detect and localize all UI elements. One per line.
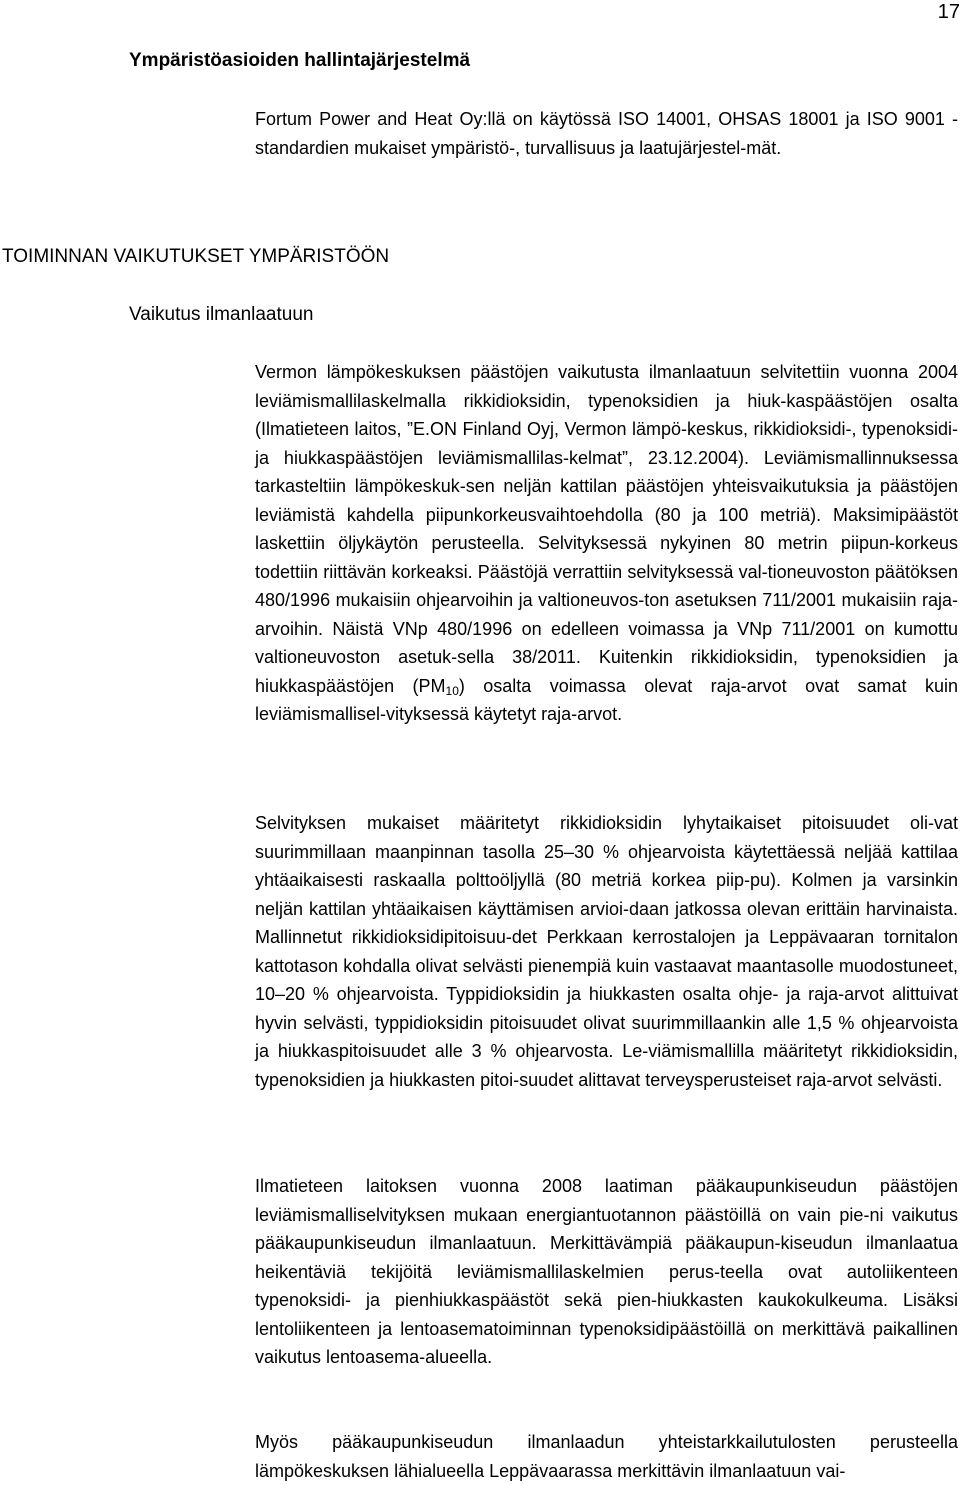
air-quality-paragraph-2: Selvityksen mukaiset määritetyt rikkidioksidin lyhytaikaiset pitoisuudet oli-vat suurimmillaan maanpinnan tasolla 25–30 % ohjearvoista käytettäessä neljää kattilaa yhtäaikaisesti raskaalla polttoöljyllä (80 metriä korkea piip-pu). Kolmen ja varsinkin neljän kattilan yhtäaikaisen käyttämisen arvioi-daan jatkossa olevan erittäin harvinaista. Mallinnetut rikkidioksidipitoisuu-det Perkkaan kerrostalojen ja Leppävaaran tornitalon kattotason kohdalla olivat selvästi pienempiä kuin vastaavat maantasolle muodostuneet, 10–20 % ohjearvoista. Typpidioksidin ja hiukkasten osalta ohje- ja raja-arvot alittuivat hyvin selvästi, typpidioksidin pitoisuudet olivat suurimmillaankin alle 1,5 % ohjearvoista ja hiukkaspitoisuudet alle 3 % ohjearvosta. Le-viämismallilla määritetyt rikkidioksidin, typenoksidien ja hiukkasten pitoi-suudet alittavat terveysperusteiset raja-arvot selvästi. bbox=[255, 813, 958, 1090]
page-number: 17 bbox=[937, 1, 960, 23]
pm10-subscript: 10 bbox=[445, 683, 459, 698]
air-quality-paragraph-1 bbox=[255, 358, 958, 729]
air-quality-paragraph-3: Ilmatieteen laitoksen vuonna 2008 laatiman pääkaupunkiseudun päästöjen leviämismalliselvityksen mukaan energiantuotannon päästöillä on vain pie-ni vaikutus pääkaupunkiseudun ilmanlaatuun. Merkittävämpiä pääkaupun-kiseudun ilmanlaatua heikentäviä tekijöitä leviämismallilaskelmien perus-teella ovat autoliikenteen typenoksidi- ja pienhiukkaspäästöt sekä pien-hiukkasten kaukokulkeuma. Lisäksi lentoliikenteen ja lentoasematoiminnan typenoksidipäästöillä on merkittävä paikallinen vaikutus lentoasema-alueella. bbox=[255, 1176, 958, 1367]
paragraph-1-tail: ) osalta voimassa olevat raja-arvot ovat samat kuin leviämismallisel-vityksessä käytetyt raja-arvot. bbox=[255, 675, 958, 724]
section-heading: TOIMINNAN VAIKUTUKSET YMPÄRISTÖÖN bbox=[2, 246, 390, 267]
management-system-paragraph: Fortum Power and Heat Oy:llä on käytössä ISO 14001, OHSAS 18001 ja ISO 9001 -standardien mukaiset ympäristö-, turvallisuus ja laatujärjestel-mät. bbox=[255, 109, 958, 158]
air-quality-paragraph-4: Myös pääkaupunkiseudun ilmanlaadun yhteistarkkailutulosten perusteella lämpökeskuksen lähialueella Leppävaarassa merkittävin ilmanlaatuun vai- bbox=[255, 1432, 958, 1481]
paragraph-1-main: Vermon lämpökeskuksen päästöjen vaikutusta ilmanlaatuun selvitettiin vuonna 2004 leviämismallilaskelmalla rikkidioksidin, typenoksidien ja hiuk-kaspäästöjen osalta (Ilmatieteen laitos, ”E.ON Finland Oyj, Vermon lämpö-keskus, rikkidioksidi-, typenoksidi- ja hiukkaspäästöjen leviämismallilas-kelmat”, 23.12.2004). Leviämismallinnuksessa tarkasteltiin lämpökeskuk-sen neljän kattilan päästöjen yhteisvaikutuksia ja päästöjen leviämistä kahdella piipunkorkeusvaihtoehdolla (80 ja 100 metriä). Maksimipäästöt laskettiin öljykäytön perusteella. Selvityksessä nykyinen 80 metrin piipun-korkeus todettiin riittävän korkeaksi. Päästöjä verrattiin selvityksessä val-tioneuvoston päätöksen 480/1996 mukaisiin ohjearvoihin ja valtioneuvos-ton asetuksen 711/2001 mukaisiin raja-arvoihin. Näistä VNp 480/1996 on edelleen voimassa ja VNp 711/2001 on kumottu valtioneuvoston asetuk-sella 38/2011. Kuitenkin rikkidioksidin, typenoksidien ja hiukkaspäästöjen (PM bbox=[255, 362, 958, 696]
management-system-heading: Ympäristöasioiden hallintajärjestelmä bbox=[129, 50, 471, 71]
air-quality-subheading: Vaikutus ilmanlaatuun bbox=[129, 304, 314, 325]
